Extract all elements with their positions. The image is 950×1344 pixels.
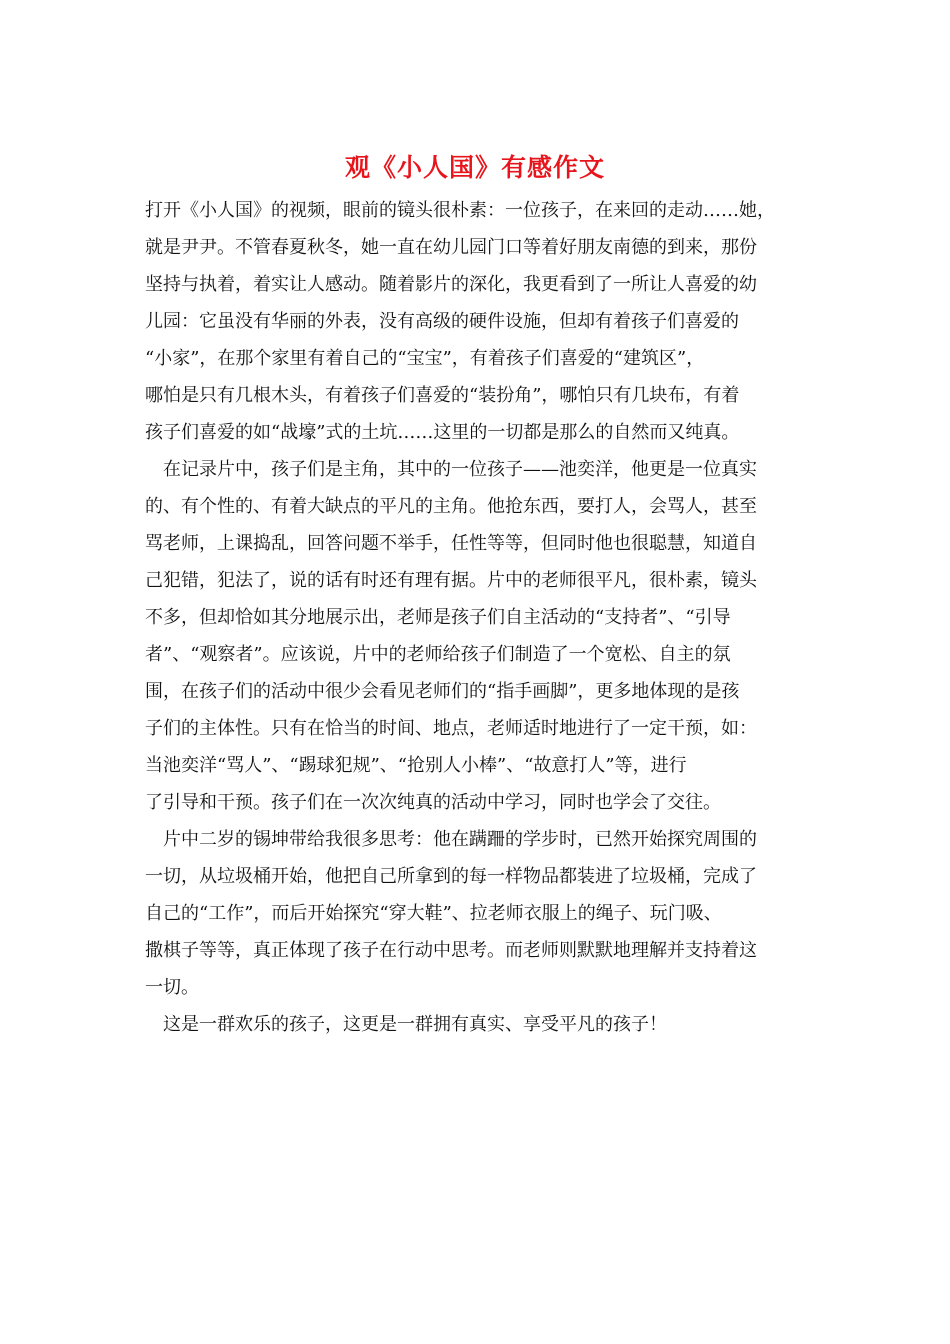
text-line: 哪怕是只有几根木头，有着孩子们喜爱的“装扮角”，哪怕只有几块布，有着 bbox=[145, 385, 740, 406]
text-line: 就是尹尹。不管春夏秋冬，她一直在幼儿园门口等着好朋友南德的到来，那份 bbox=[145, 237, 757, 258]
text-line: 不多，但却恰如其分地展示出，老师是孩子们自主活动的“支持者”、“引导 bbox=[145, 607, 731, 628]
text-line: 了引导和干预。孩子们在一次次纯真的活动中学习，同时也学会了交往。 bbox=[145, 792, 721, 813]
text-line: “小家”，在那个家里有着自己的“宝宝”，有着孩子们喜爱的“建筑区”， bbox=[145, 348, 705, 369]
text-line: 自己的“工作”，而后开始探究“穿大鞋”、拉老师衣服上的绳子、玩门吸、 bbox=[145, 903, 722, 924]
document-body bbox=[145, 192, 807, 1043]
document-title: 观《小人国》有感作文 bbox=[344, 153, 605, 182]
text-line: 儿园：它虽没有华丽的外表，没有高级的硬件设施，但却有着孩子们喜爱的 bbox=[145, 311, 739, 332]
text-line: 孩子们喜爱的如“战壕”式的土坑……这里的一切都是那么的自然而又纯真。 bbox=[145, 422, 740, 443]
text-line: 骂老师，上课捣乱，回答问题不举手，任性等等，但同时他也很聪慧，知道自 bbox=[145, 533, 757, 554]
text-line: 当池奕洋“骂人”、“踢球犯规”、“抢别人小棒”、“故意打人”等，进行 bbox=[145, 755, 687, 776]
text-line: 一切，从垃圾桶开始，他把自己所拿到的每一样物品都装进了垃圾桶，完成了 bbox=[145, 866, 757, 887]
text-line: 己犯错，犯法了，说的话有时还有理有据。片中的老师很平凡，很朴素，镜头 bbox=[145, 570, 757, 591]
text-line: 这是一群欢乐的孩子，这更是一群拥有真实、享受平凡的孩子！ bbox=[163, 1014, 667, 1035]
text-line: 片中二岁的锡坤带给我很多思考：他在蹒跚的学步时，已然开始探究周围的 bbox=[163, 829, 757, 850]
text-line: 者”、“观察者”。应该说，片中的老师给孩子们制造了一个宽松、自主的氛 bbox=[145, 644, 731, 665]
text-line: 一切。 bbox=[145, 977, 199, 998]
text-line: 在记录片中，孩子们是主角，其中的一位孩子——池奕洋，他更是一位真实 bbox=[163, 459, 757, 480]
text-line: 子们的主体性。只有在恰当的时间、地点，老师适时地进行了一定干预，如： bbox=[145, 718, 757, 739]
text-line: 围，在孩子们的活动中很少会看见老师们的“指手画脚”，更多地体现的是孩 bbox=[145, 681, 740, 702]
text-line: 打开《小人国》的视频，眼前的镜头很朴素：一位孩子，在来回的走动……她， bbox=[145, 200, 775, 221]
text-line: 撒棋子等等，真正体现了孩子在行动中思考。而老师则默默地理解并支持着这 bbox=[145, 940, 757, 961]
text-line: 的、有个性的、有着大缺点的平凡的主角。他抢东西，要打人，会骂人，甚至 bbox=[145, 496, 757, 517]
text-line: 坚持与执着，着实让人感动。随着影片的深化，我更看到了一所让人喜爱的幼 bbox=[145, 274, 757, 295]
